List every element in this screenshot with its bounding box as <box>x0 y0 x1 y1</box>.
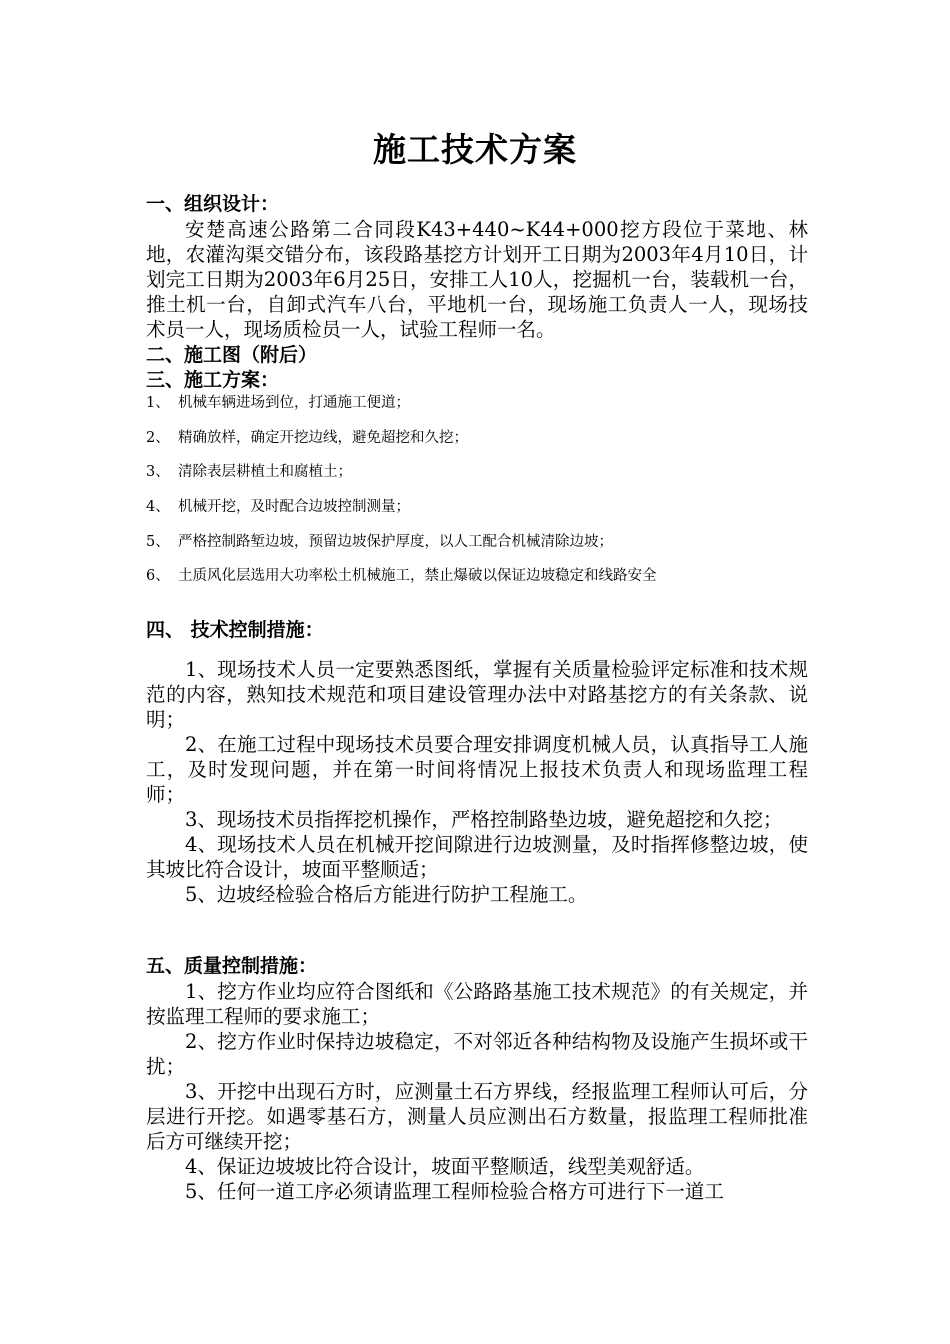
section-quality-control <box>146 954 808 1204</box>
section-paragraph: 1、现场技术人员一定要熟悉图纸，掌握有关质量检验评定标准和技术规范的内容，熟知技术规范和项目建设管理办法中对路基挖方的有关条款、说明； <box>146 658 808 731</box>
section-technical-control <box>146 618 808 907</box>
list-item: 3、 清除表层耕植土和腐植土； <box>146 464 352 481</box>
section-paragraph: 5、任何一道工序必须请监理工程师检验合格方可进行下一道工 <box>185 1180 724 1203</box>
section-paragraph: 3、开挖中出现石方时，应测量土石方界线，经报监理工程师认可后，分层进行开挖。如遇零基石方，测量人员应测出石方数量，报监理工程师批准后方可继续开挖； <box>146 1080 808 1153</box>
section-heading: 五、质量控制措施： <box>146 955 318 977</box>
section-heading: 三、施工方案： <box>146 369 280 391</box>
section-paragraph: 1、挖方作业均应符合图纸和《公路路基施工技术规范》的有关规定，并按监理工程师的要求施工； <box>146 980 808 1028</box>
section-organization <box>146 192 808 342</box>
section-paragraph: 安楚高速公路第二合同段K43+440~K44+000挖方段位于菜地、林地，农灌沟渠交错分布，该段路基挖方计划开工日期为2003年4月10日，计划完工日期为2003年6月25日，安排工人10人，挖掘机一台，装载机一台，推土机一台，自卸式汽车八台，平地机一台，现场施工负责人一人，现场技术员一人，现场质检员一人，试验工程师一名。 <box>146 218 808 341</box>
section-paragraph: 5、边坡经检验合格后方能进行防护工程施工。 <box>185 883 588 906</box>
list-item: 1、 机械车辆进场到位，打通施工便道； <box>146 395 410 411</box>
section-heading: 四、 技术控制措施： <box>146 619 324 641</box>
list-item: 6、 土质风化层选用大功率松土机械施工，禁止爆破以保证边坡稳定和线路安全 <box>146 568 657 585</box>
section-heading: 一、组织设计： <box>146 193 280 215</box>
section-paragraph: 3、现场技术员指挥挖机操作，严格控制路垫边坡，避免超挖和久挖； <box>185 808 783 831</box>
section-plan-heading <box>146 368 808 393</box>
section-paragraph: 4、现场技术人员在机械开挖间隙进行边坡测量，及时指挥修整边坡，使其坡比符合设计，坡面平整顺适； <box>146 833 808 881</box>
document-title: 施工技术方案 <box>373 130 577 169</box>
list-item: 5、 严格控制路堑边坡，预留边坡保护厚度，以人工配合机械清除边坡； <box>146 533 613 550</box>
list-item: 2、 精确放样，确定开挖边线，避免超挖和久挖； <box>146 429 468 446</box>
section-paragraph: 2、在施工过程中现场技术员要合理安排调度机械人员，认真指导工人施工，及时发现问题，并在第一时间将情况上报技术负责人和现场监理工程师； <box>146 733 808 806</box>
section-drawings <box>146 343 808 368</box>
section-paragraph: 2、挖方作业时保持边坡稳定，不对邻近各种结构物及设施产生损坏或干扰； <box>146 1030 808 1078</box>
plan-list <box>146 392 846 600</box>
list-item: 4、 机械开挖，及时配合边坡控制测量； <box>146 499 410 516</box>
section-heading: 二、施工图（附后） <box>146 344 318 366</box>
section-paragraph: 4、保证边坡坡比符合设计，坡面平整顺适，线型美观舒适。 <box>185 1155 705 1178</box>
